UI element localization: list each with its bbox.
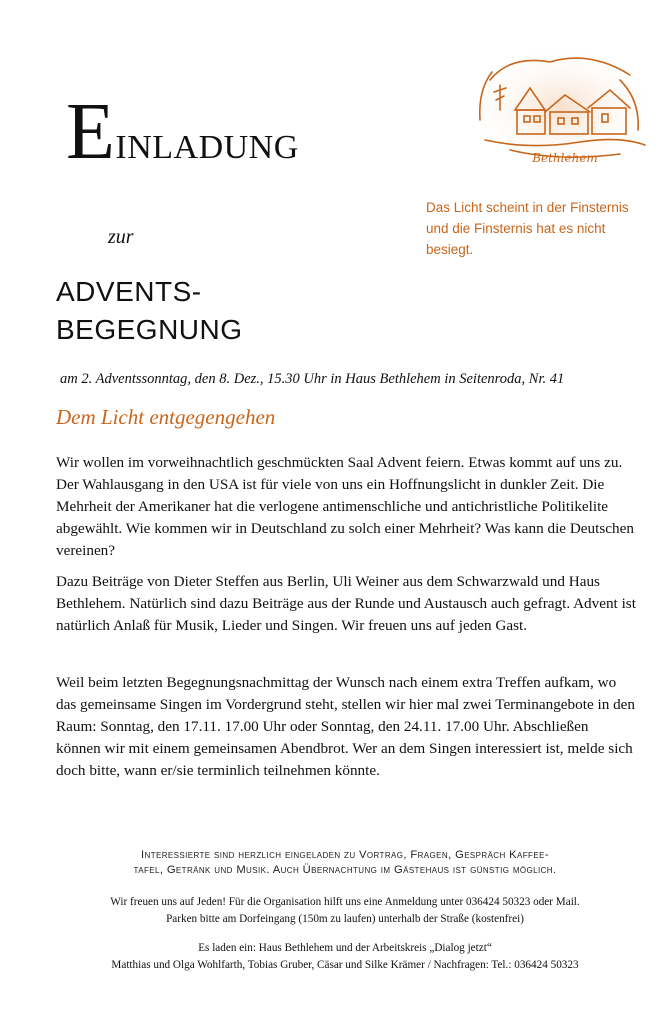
paragraph-contributions: Dazu Beiträge von Dieter Steffen aus Berlin, Uli Weiner aus dem Schwarzwald und Haus Bethlehem. Natürlich sind dazu Beiträge aus der Runde und Austausch auch gefragt. Advent ist natürlich Anlaß für Musik, Lieder und Singen. Wir freuen uns auf jeden Gast. — [56, 573, 636, 634]
organisation-line1: Wir freuen uns auf Jeden! Für die Organisation hilft uns eine Anmeldung unter 036424 50323 oder Mail. — [110, 896, 580, 908]
event-title-line2: BEGEGNUNG — [56, 314, 243, 345]
quote-line3: besiegt. — [426, 242, 474, 257]
hosts-line2: Matthias und Olga Wohlfarth, Tobias Gruber, Cäsar und Silke Krämer / Nachfragen: Tel.: 036424 50323 — [111, 959, 579, 971]
event-title — [56, 273, 243, 349]
quote-line1: Das Licht scheint in der Finsternis — [426, 200, 629, 215]
section-heading: Dem Licht entgegengehen — [56, 405, 276, 429]
organisation-line2: Parken bitte am Dorfeingang (150m zu laufen) unterhalb der Straße (kostenfrei) — [166, 913, 524, 925]
house-sketch-logo-icon — [470, 50, 650, 170]
bible-quote — [426, 197, 651, 260]
organisation-note — [40, 894, 650, 928]
hosts-line1: Es laden ein: Haus Bethlehem und der Arbeitskreis „Dialog jetzt“ — [198, 942, 492, 954]
invitation-note — [50, 848, 640, 878]
title-initial: E — [66, 88, 116, 176]
paragraph-intro: Wir wollen im vorweihnachtlich geschmückten Saal Advent feiern. Etwas kommt auf uns zu. Der Wahlausgang in den USA ist für viele von uns ein Hoffnungslicht in dunkler Zeit. Die Mehrheit der Amerikaner hat die verlogene antimenschliche und antichristliche Politikelite abgewählt. Wie kommen wir in Deutschland zu solch einer Mehrheit? Was kann die Deutschen vereinen? — [56, 454, 634, 559]
quote-line2: und die Finsternis hat es nicht — [426, 221, 606, 236]
event-title-line1: ADVENTS- — [56, 276, 202, 307]
hosts-note — [40, 940, 650, 974]
invitation-note-line1: Interessierte sind herzlich eingeladen zu Vortrag, Fragen, Gespräch Kaffee- — [141, 849, 549, 861]
title-rest: INLADUNG — [115, 129, 299, 166]
event-dateline: am 2. Adventssonntag, den 8. Dez., 15.30 Uhr in Haus Bethlehem in Seitenroda, Nr. 41 — [60, 371, 565, 387]
paragraph-singing: Weil beim letzten Begegnungsnachmittag der Wunsch nach einem extra Treffen aufkam, wo das gemeinsame Singen im Vordergrund steht, stellen wir hier mal zwei Terminangebote in den Raum: Sonntag, den 17.11. 17.00 Uhr oder Sonntag, den 24.11. 17.00 Uhr. Abschließen können wir mit einem gemeinsamen Abendbrot. Wer an dem Singen interessiert ist, melde sich doch bitte, wann er/sie terminlich teilnehmen könnte. — [56, 674, 636, 779]
invitation-note-line2: tafel, Getränk und Musik. Auch Übernachtung im Gästehaus ist günstig möglich. — [133, 864, 557, 876]
logo-signature: Bethlehem — [532, 151, 598, 165]
page-title — [66, 88, 299, 176]
zur-label: zur — [108, 226, 134, 248]
